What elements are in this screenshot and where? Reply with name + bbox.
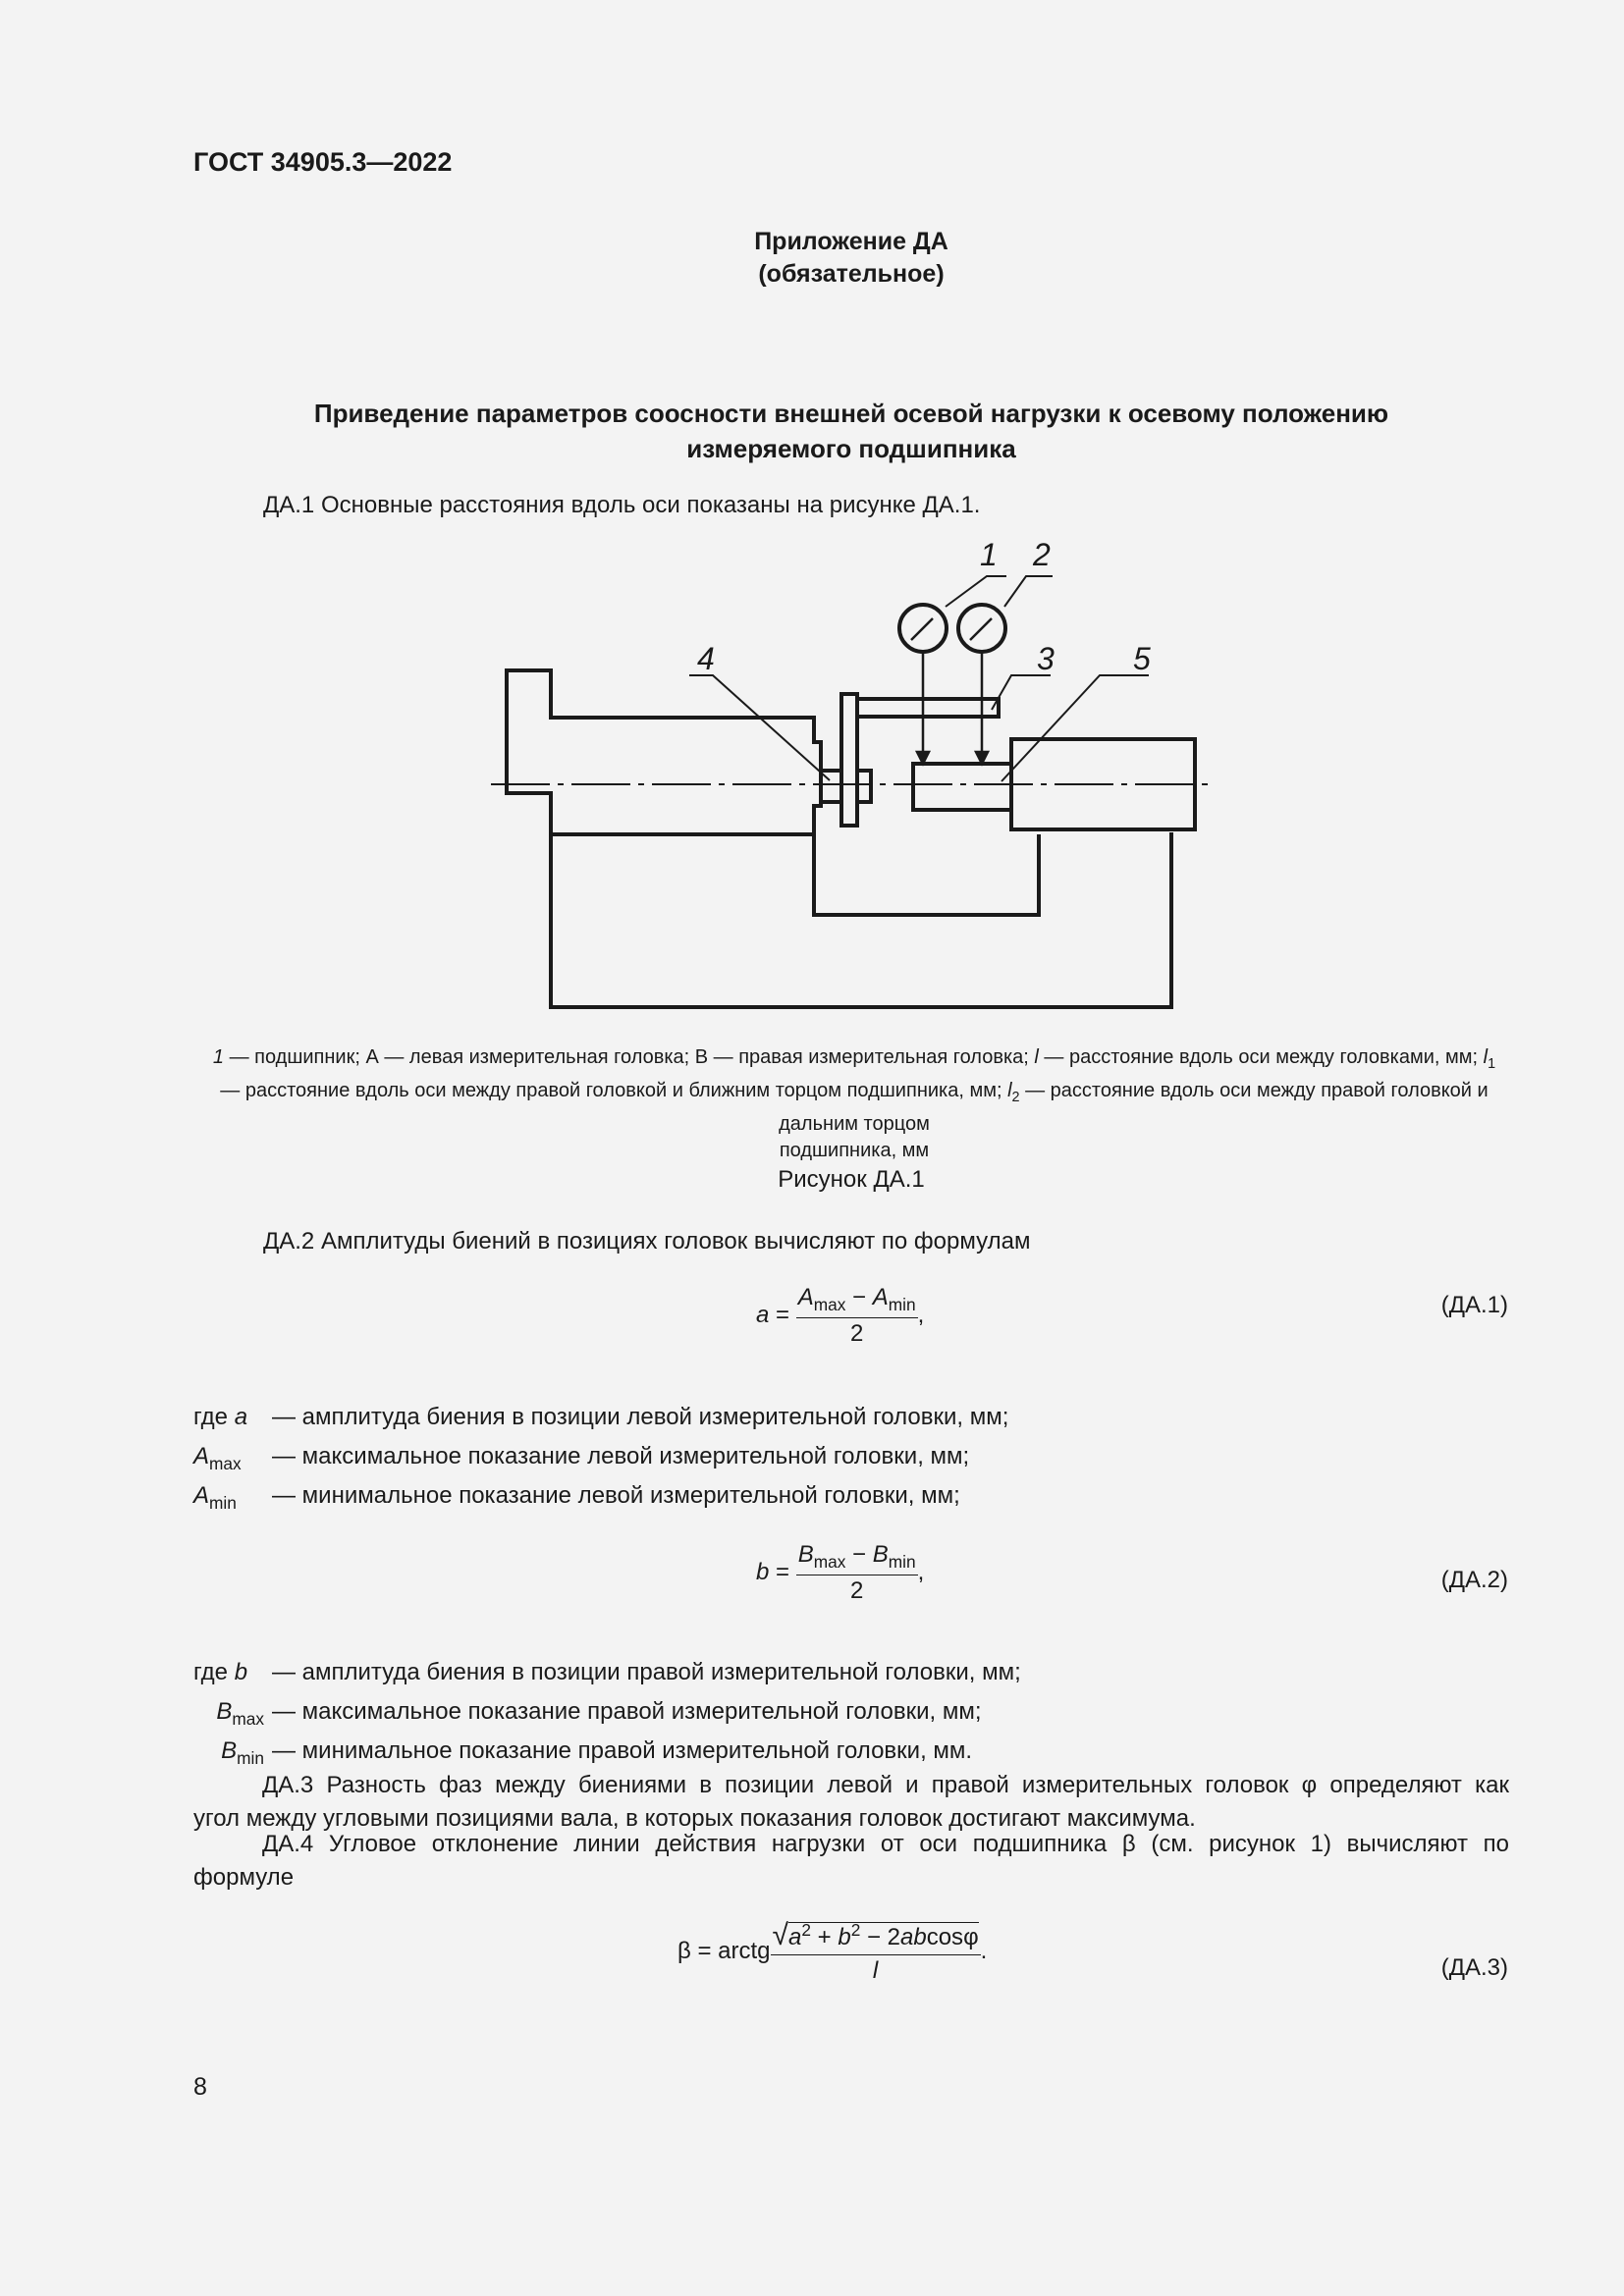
where-item: где b — амплитуда биения в позиции правой измерительной головки, мм;	[193, 1659, 1021, 1685]
annex-title-line2: измеряемого подшипника	[686, 434, 1016, 463]
callout-5: 5	[1133, 641, 1151, 676]
annex-status: (обязательное)	[758, 260, 945, 288]
figure-title: Рисунок ДА.1	[778, 1166, 925, 1193]
figure-caption: 1 — подшипник; А — левая измерительная головка; В — правая измерительная головка; l — расстояние вдоль оси между головками, мм; $l_1$ — расстояние вдоль оси между правой головкой и ближним торцом подшипника, мм; $l_2$ — расстояние вдоль оси между правой головкой и дальним торцом подшипника, мм	[212, 1046, 1496, 1161]
equation-number-da1: (ДА.1)	[1440, 1292, 1508, 1318]
callout-2: 2	[1033, 537, 1051, 572]
paragraph-da2: ДА.2 Амплитуды биений в позициях головок вычисляют по формулам	[263, 1228, 1031, 1255]
page-number: 8	[193, 2073, 207, 2101]
where-item: $A_{min}$ — минимальное показание левой измерительной головки, мм;	[193, 1482, 960, 1513]
left-housing	[507, 670, 821, 834]
where-item: $B_{max}$ — максимальное показание правой измерительной головки, мм;	[216, 1698, 982, 1729]
formula-da3: β = arctg $\frac{√a^2 + b^2 - 2abcos\varphi}{l}$ .	[677, 1919, 988, 1984]
disk-flange	[841, 694, 857, 826]
document-code: ГОСТ 34905.3—2022	[193, 147, 453, 177]
annex-title-line1: Приведение параметров соосности внешней осевой нагрузки к осевому положению	[313, 399, 1389, 428]
annex-heading	[0, 226, 1624, 291]
center-support	[814, 834, 1039, 915]
figure-da1-diagram	[481, 530, 1227, 1021]
callout-4: 4	[697, 641, 715, 676]
paragraph-da4: ДА.4 Угловое отклонение линии действия нагрузки от оси подшипника β (см. рисунок 1) вычисляют по формуле	[193, 1831, 1509, 1891]
annex-label: Приложение ДА	[754, 228, 948, 255]
formula-da2: b = $\frac{B_{max} - B_{min}}{2}$ ,	[756, 1541, 925, 1604]
where-list-1	[193, 1404, 1008, 1522]
callout-1: 1	[980, 537, 998, 572]
paragraph-da3: ДА.3 Разность фаз между биениями в позиции левой и правой измерительных головок φ определяют как угол между угловыми позициями вала, в которых показания головок достигают максимума.	[193, 1772, 1509, 1832]
equation-number-da3: (ДА.3)	[1440, 1954, 1508, 1981]
paragraph-da1: ДА.1 Основные расстояния вдоль оси показаны на рисунке ДА.1.	[263, 492, 981, 518]
gauge-bracket	[857, 699, 999, 717]
where-list-2	[193, 1659, 1021, 1777]
where-item: $A_{max}$ — максимальное показание левой измерительной головки, мм;	[193, 1443, 970, 1473]
coupling-right	[857, 771, 871, 802]
callout-3: 3	[1037, 641, 1055, 676]
base-frame	[551, 832, 1171, 1007]
formula-da1: a = $\frac{A_{max} - A_{min}}{2}$ ,	[756, 1284, 925, 1347]
equation-number-da2: (ДА.2)	[1440, 1567, 1508, 1593]
where-item: где a — амплитуда биения в позиции левой измерительной головки, мм;	[193, 1404, 1009, 1430]
annex-title	[226, 396, 1477, 466]
where-item: $B_{min}$ — минимальное показание правой измерительной головки, мм.	[221, 1737, 973, 1768]
shaft-5	[913, 764, 1011, 810]
